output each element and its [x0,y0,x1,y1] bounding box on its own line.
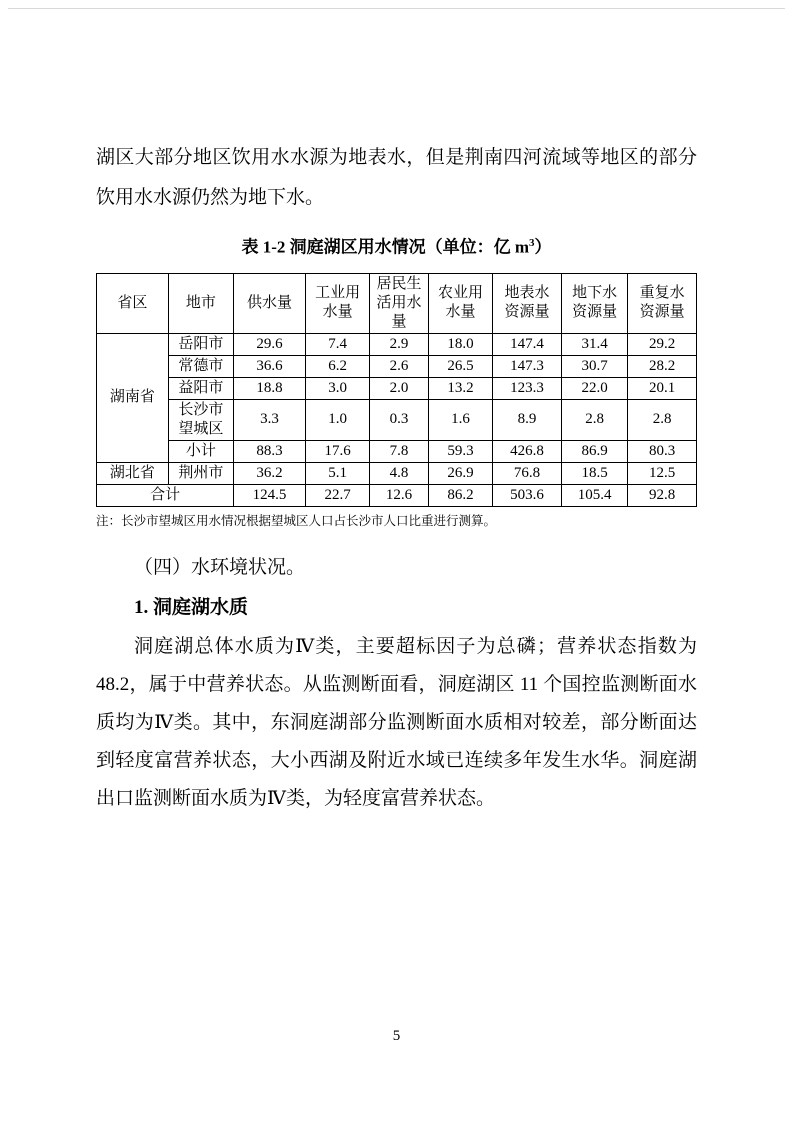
value-cell: 20.1 [628,377,697,399]
value-cell: 8.9 [493,399,562,440]
value-cell: 22.0 [561,377,628,399]
value-cell: 31.4 [561,333,628,355]
value-cell: 86.9 [561,440,628,462]
value-cell: 36.6 [234,355,306,377]
value-cell: 3.3 [234,399,306,440]
value-cell: 2.0 [370,377,428,399]
value-cell: 7.8 [370,440,428,462]
value-cell: 12.6 [370,484,428,506]
city-cell: 常德市 [168,355,234,377]
value-cell: 7.4 [305,333,370,355]
table-title-text: 表 1-2 洞庭湖区用水情况（单位：亿 m [241,237,530,257]
table-row-jingzhou [97,462,697,484]
value-cell: 2.8 [628,399,697,440]
value-cell: 18.0 [428,333,493,355]
value-cell: 4.8 [370,462,428,484]
table-row-yueyang [97,333,697,355]
table-title-superscript: 3 [529,237,535,249]
subsection-heading: 1. 洞庭湖水质 [134,596,249,618]
header-city: 地市 [168,273,234,333]
value-cell: 36.2 [234,462,306,484]
value-cell: 503.6 [493,484,562,506]
header-agricultural-water: 农业用水量 [428,273,493,333]
table-row-total [97,484,697,506]
header-domestic-water: 居民生活用水量 [370,273,428,333]
value-cell: 123.3 [493,377,562,399]
city-cell: 荆州市 [168,462,234,484]
value-cell: 2.6 [370,355,428,377]
scan-artifact-line [8,8,785,9]
city-cell: 长沙市望城区 [168,399,234,440]
value-cell: 124.5 [234,484,306,506]
value-cell: 6.2 [305,355,370,377]
value-cell: 29.2 [628,333,697,355]
value-cell: 17.6 [305,440,370,462]
value-cell: 1.0 [305,399,370,440]
value-cell: 18.5 [561,462,628,484]
value-cell: 76.8 [493,462,562,484]
value-cell: 147.3 [493,355,562,377]
table-title-suffix: ） [534,237,552,257]
water-usage-table [96,273,697,507]
paragraph-intro: 湖区大部分地区饮用水水源为地表水，但是荆南四河流域等地区的部分饮用水水源仍然为地下水。 [96,147,697,208]
province-cell: 湖北省 [97,462,169,484]
value-cell: 86.2 [428,484,493,506]
value-cell: 26.5 [428,355,493,377]
table-title [96,230,697,261]
value-cell: 2.9 [370,333,428,355]
table-row-yiyang [97,377,697,399]
city-cell: 岳阳市 [168,333,234,355]
value-cell: 18.8 [234,377,306,399]
value-cell: 22.7 [305,484,370,506]
table-row-changde [97,355,697,377]
header-groundwater: 地下水资源量 [561,273,628,333]
value-cell: 26.9 [428,462,493,484]
value-cell: 28.2 [628,355,697,377]
value-cell: 1.6 [428,399,493,440]
city-cell: 益阳市 [168,377,234,399]
value-cell: 12.5 [628,462,697,484]
subtotal-label-cell: 小计 [168,440,234,462]
value-cell: 147.4 [493,333,562,355]
table-row-subtotal [97,440,697,462]
header-province: 省区 [97,273,169,333]
province-cell: 湖南省 [97,333,169,462]
value-cell: 59.3 [428,440,493,462]
value-cell: 5.1 [305,462,370,484]
value-cell: 3.0 [305,377,370,399]
header-industrial-water: 工业用水量 [305,273,370,333]
value-cell: 0.3 [370,399,428,440]
paragraph-water-quality: 洞庭湖总体水质为Ⅳ类，主要超标因子为总磷；营养状态指数为 48.2，属于中营养状态。从监测断面看，洞庭湖区 11 个国控监测断面水质均为Ⅳ类。其中，东洞庭湖部分监测断面水质相对较差，部分断面达到轻度富营养状态，大小西湖及附近水域已连续多年发生水华。洞庭湖出口监测断面水质为Ⅳ类，为轻度富营养状态。 [96,635,697,809]
value-cell: 2.8 [561,399,628,440]
page-content [96,138,697,818]
value-cell: 88.3 [234,440,306,462]
table-row-wangcheng [97,399,697,440]
value-cell: 30.7 [561,355,628,377]
table-note: 注：长沙市望城区用水情况根据望城区人口占长沙市人口比重进行测算。 [96,513,497,528]
value-cell: 13.2 [428,377,493,399]
section-heading: （四）水环境状况。 [134,556,306,578]
total-label-cell: 合计 [97,484,234,506]
value-cell: 426.8 [493,440,562,462]
header-water-supply: 供水量 [234,273,306,333]
page-number: 5 [392,1028,401,1044]
header-surface-water: 地表水资源量 [493,273,562,333]
value-cell: 105.4 [561,484,628,506]
value-cell: 80.3 [628,440,697,462]
header-duplicate-water: 重复水资源量 [628,273,697,333]
value-cell: 29.6 [234,333,306,355]
table-header-row [97,273,697,333]
value-cell: 92.8 [628,484,697,506]
